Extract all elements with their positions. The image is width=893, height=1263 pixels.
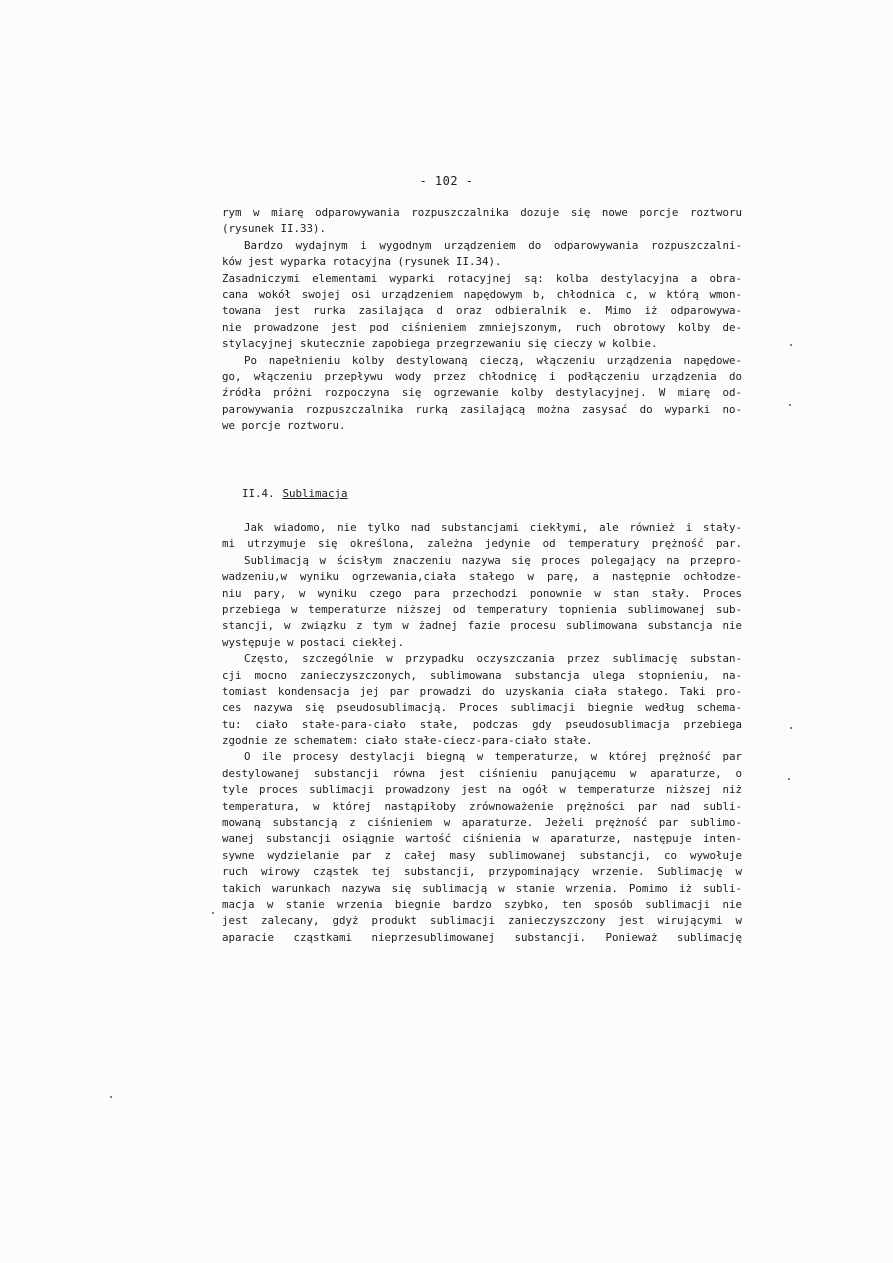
- text-line: go, włączeniu przepływu wody przez chłodnicę i podłączeniu urządzenia do: [222, 369, 742, 383]
- text-line: niu pary, w wyniku czego para przechodzi ponownie w stan stały. Proces: [222, 586, 742, 600]
- text-line: tu: ciało stałe-para-ciało stałe, podczas gdy pseudosublimacja przebiega: [222, 717, 742, 731]
- text-line: towana jest rurka zasilająca d oraz odbieralnik e. Mimo iż odparowywa-: [222, 304, 742, 318]
- text-line: mowaną substancją z ciśnieniem w aparaturze. Jeżeli prężność par sublimo-: [222, 816, 742, 830]
- text-line: takich warunkach nazywa się sublimacją w stanie wrzenia. Pomimo iż subli-: [222, 881, 742, 895]
- text-line: nie prowadzone jest pod ciśnieniem zmniejszonym, ruch obrotowy kolby de-: [222, 320, 742, 334]
- text-line: wanej substancji osiągnie wartość ciśnienia w aparaturze, następuje inten-: [222, 832, 742, 846]
- text-line: stancji, w związku z tym w żadnej fazie procesu sublimowana substancja nie: [222, 619, 742, 633]
- text-line: Bardzo wydajnym i wygodnym urządzeniem do odparowywania rozpuszczalni-: [244, 238, 742, 252]
- scan-speck: [788, 778, 790, 780]
- text-block-evaporation: [222, 205, 742, 434]
- text-line: (rysunek II.33).: [222, 222, 327, 236]
- text-line: Po napełnieniu kolby destylowaną cieczą, włączeniu urządzenia napędowe-: [244, 353, 742, 367]
- text-line: sywne wydzielanie par z całej masy sublimowanej substancji, co wywołuje: [222, 848, 742, 862]
- text-line: Zasadniczymi elementami wyparki rotacyjnej są: kolba destylacyjna a obra-: [222, 271, 742, 285]
- text-line: cana wokół swojej osi urządzeniem napędowym b, chłodnica c, w którą wmon-: [222, 287, 742, 301]
- text-line: cji mocno zanieczyszczonych, sublimowana substancja ulega stopnieniu, na-: [222, 668, 742, 682]
- text-line: aparacie cząstkami nieprzesublimowanej substancji. Ponieważ sublimację: [222, 930, 742, 944]
- scan-speck: [790, 344, 792, 346]
- text-line: zgodnie ze schematem: ciało stałe-ciecz-para-ciało stałe.: [222, 734, 593, 748]
- text-line: Jak wiadomo, nie tylko nad substancjami ciekłymi, ale również i stały-: [244, 521, 742, 534]
- section-title: Sublimacja: [282, 487, 348, 500]
- text-line: Sublimacją w ścisłym znaczeniu nazywa się proces polegający na przepro-: [244, 553, 742, 567]
- text-line: przebiega w temperaturze niższej od temperatury topnienia sublimowanej sub-: [222, 602, 742, 616]
- text-line: źródła próżni rozpoczyna się ogrzewanie kolby destylacyjnej. W miarę od-: [222, 386, 742, 400]
- text-line: destylowanej substancji równa jest ciśnieniu panującemu w aparaturze, o: [222, 766, 742, 780]
- text-line: stylacyjnej skutecznie zapobiega przegrzewaniu się cieczy w kolbie.: [222, 337, 658, 351]
- scan-speck: [789, 404, 791, 406]
- section-heading: [222, 486, 742, 502]
- scan-speck: [212, 912, 214, 914]
- text-line: jest zalecany, gdyż produkt sublimacji zanieczyszczony jest wirującymi w: [222, 914, 742, 928]
- text-line: macja w stanie wrzenia biegnie bardzo szybko, ten sposób sublimacji nie: [222, 897, 742, 911]
- text-line: temperatura, w której nastąpiłoby zrównoważenie prężności par nad subli-: [222, 799, 742, 813]
- text-line: występuje w postaci ciekłej.: [222, 635, 405, 649]
- text-line: Często, szczególnie w przypadku oczyszczania przez sublimację substan-: [244, 652, 742, 666]
- text-line: parowywania rozpuszczalnika rurką zasilającą można zasysać do wyparki no-: [222, 402, 742, 416]
- page-number: - 102 -: [419, 174, 474, 188]
- text-line: tomiast kondensacja jej par prowadzi do uzyskania ciała stałego. Taki pro-: [222, 684, 742, 698]
- text-line: we porcje roztworu.: [222, 419, 346, 433]
- scan-speck: [110, 1096, 112, 1098]
- scan-speck: [790, 727, 792, 729]
- text-line: O ile procesy destylacji biegną w temperaturze, w której prężność par: [244, 750, 742, 764]
- text-line: ków jest wyparka rotacyjna (rysunek II.34).: [222, 255, 502, 269]
- text-line: mi utrzymuje się określona, zależna jedynie od temperatury prężność par.: [222, 537, 742, 551]
- text-block-sublimation: [222, 520, 742, 946]
- text-line: rym w miarę odparowywania rozpuszczalnika dozuje się nowe porcje roztworu: [222, 206, 742, 219]
- text-line: ruch wirowy cząstek tej substancji, przypominający wrzenie. Sublimację w: [222, 865, 742, 879]
- text-line: wadzeniu,w wyniku ogrzewania,ciała stałego w parę, a następnie ochłodze-: [222, 570, 742, 584]
- section-number: II.4.: [242, 487, 275, 500]
- text-line: tyle proces sublimacji prowadzony jest na ogół w temperaturze niższej niż: [222, 783, 742, 797]
- text-line: ces nazywa się pseudosublimacją. Proces sublimacji biegnie według schema-: [222, 701, 742, 715]
